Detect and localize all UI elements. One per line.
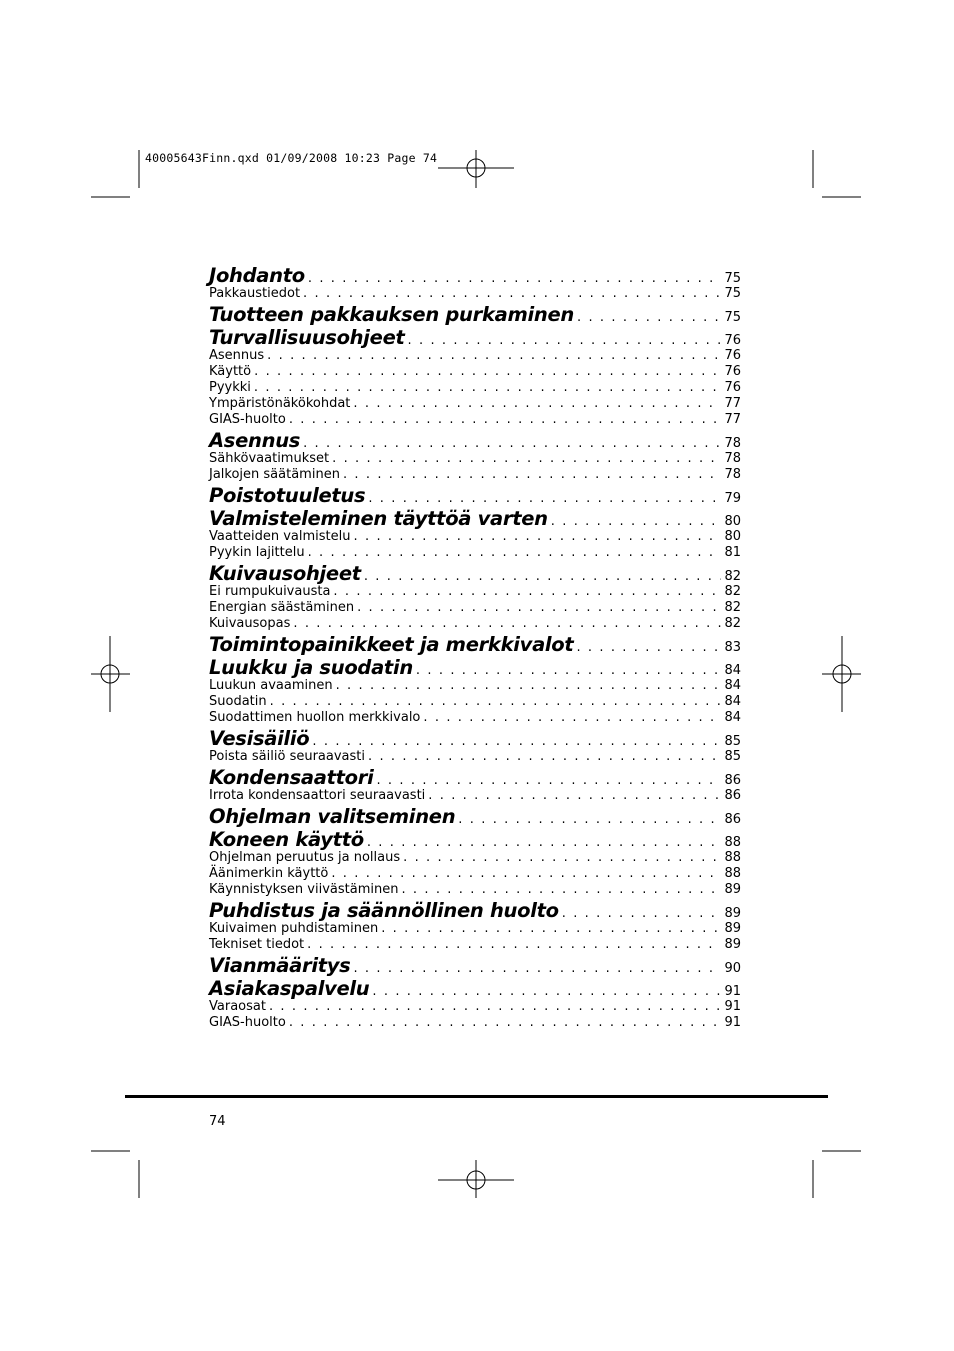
toc-entry-label: Käynnistyksen viivästäminen [209,882,399,897]
toc-entry-page: 84 [724,694,741,709]
toc-section [209,264,741,286]
toc-entry-page: 91 [724,984,741,999]
toc-subsection [209,348,741,364]
dot-leader [423,710,721,725]
toc-entry-page: 77 [724,412,741,427]
toc-section [209,303,741,325]
toc-entry-label: Poista säiliö seuraavasti [209,749,365,764]
dot-leader [353,396,721,411]
registration-mark-right [822,636,861,712]
toc-entry-label: Varaosat [209,999,266,1014]
toc-entry-label: Toimintopainikkeet ja merkkivalot [209,633,574,656]
toc-entry-page: 75 [724,310,741,325]
toc-subsection [209,286,741,302]
dot-leader [331,866,721,881]
toc-subsection [209,850,741,866]
toc-entry-page: 81 [724,545,741,560]
toc-entry-page: 79 [724,491,741,506]
toc-entry-page: 88 [724,850,741,865]
toc-entry-page: 82 [724,569,741,584]
toc-entry-label: Pakkaustiedot [209,286,301,301]
dot-leader [333,584,721,599]
toc-entry-label: Valmisteleminen täyttöä varten [209,507,548,530]
toc-entry-page: 83 [724,640,741,655]
toc-entry-page: 82 [724,616,741,631]
toc-section [209,899,741,921]
dot-leader [368,491,721,506]
dot-leader [357,600,721,615]
dot-leader [267,348,721,363]
toc-subsection [209,999,741,1015]
print-slug: 40005643Finn.qxd 01/09/2008 10:23 Page 74 [145,151,438,165]
toc-entry-page: 91 [724,1015,741,1030]
dot-leader [368,749,721,764]
toc-entry-label: Energian säästäminen [209,600,355,615]
toc-entry-page: 88 [724,866,741,881]
toc-entry-page: 75 [724,286,741,301]
footer-rule [125,1095,828,1098]
dot-leader [562,906,722,921]
dot-leader [303,436,721,451]
dot-leader [308,271,722,286]
toc-entry-page: 76 [724,333,741,348]
toc-section [209,633,741,655]
dot-leader [367,835,722,850]
toc-entry-page: 78 [724,467,741,482]
toc-entry-label: Pyykin lajittelu [209,545,305,560]
dot-leader [577,310,721,325]
dot-leader [428,788,721,803]
dot-leader [416,663,722,678]
dot-leader [270,694,722,709]
toc-subsection [209,584,741,600]
toc-section [209,429,741,451]
dot-leader [364,569,722,584]
toc-section [209,656,741,678]
toc-entry-label: Tuotteen pakkauksen purkaminen [209,303,574,326]
toc-section [209,766,741,788]
toc-entry-label: Sähkövaatimukset [209,451,330,466]
dot-leader [408,333,722,348]
toc-subsection [209,749,741,765]
toc-entry-page: 76 [724,364,741,379]
toc-entry-page: 76 [724,348,741,363]
toc-entry-page: 82 [724,584,741,599]
toc-section [209,828,741,850]
dot-leader [381,921,721,936]
toc-entry-page: 75 [724,271,741,286]
toc-entry-label: Asiakaspalvelu [209,977,370,1000]
toc-entry-page: 84 [724,663,741,678]
toc-section [209,954,741,976]
dot-leader [336,678,722,693]
toc-entry-label: Luukun avaaminen [209,678,333,693]
toc-entry-page: 82 [724,600,741,615]
toc-section [209,484,741,506]
toc-entry-label: GIAS-huolto [209,412,286,427]
dot-leader [343,467,722,482]
toc-subsection [209,616,741,632]
toc-section [209,562,741,584]
toc-entry-page: 89 [724,937,741,952]
toc-entry-label: GIAS-huolto [209,1015,286,1030]
toc-subsection [209,396,741,412]
toc-entry-label: Ympäristönäkökohdat [209,396,351,411]
toc-subsection [209,678,741,694]
toc-entry-label: Asennus [209,429,301,452]
toc-entry-label: Puhdistus ja säännöllinen huolto [209,899,559,922]
toc-entry-page: 77 [724,396,741,411]
toc-entry-page: 84 [724,678,741,693]
toc-entry-label: Johdanto [209,264,305,287]
toc-entry-page: 84 [724,710,741,725]
toc-entry-label: Kondensaattori [209,766,374,789]
dot-leader [269,999,722,1014]
toc-subsection [209,380,741,396]
toc-subsection [209,882,741,898]
toc-subsection [209,788,741,804]
toc-entry-label: Kuivaimen puhdistaminen [209,921,379,936]
dot-leader [303,286,721,301]
dot-leader [312,734,721,749]
toc-entry-label: Vesisäiliö [209,727,310,750]
toc-section [209,977,741,999]
toc-entry-page: 91 [724,999,741,1014]
toc-subsection [209,937,741,953]
toc-entry-page: 78 [724,436,741,451]
toc-section [209,727,741,749]
dot-leader [551,514,722,529]
dot-leader [293,616,721,631]
toc-entry-page: 80 [724,514,741,529]
registration-mark-top [438,150,514,188]
dot-leader [332,451,721,466]
toc-section [209,805,741,827]
toc-subsection [209,1015,741,1031]
toc-entry-label: Suodatin [209,694,267,709]
toc-entry-label: Tekniset tiedot [209,937,305,952]
toc-subsection [209,529,741,545]
toc-subsection [209,467,741,483]
toc-entry-page: 89 [724,882,741,897]
toc-entry-label: Koneen käyttö [209,828,364,851]
dot-leader [353,961,721,976]
toc-entry-page: 86 [724,788,741,803]
dot-leader [576,640,721,655]
dot-leader [307,937,721,952]
toc-subsection [209,364,741,380]
table-of-contents [209,263,741,1031]
dot-leader [376,773,721,788]
registration-mark-left [91,636,130,712]
toc-section [209,507,741,529]
toc-entry-page: 85 [724,749,741,764]
toc-subsection [209,545,741,561]
toc-entry-label: Ohjelman peruutus ja nollaus [209,850,401,865]
toc-entry-label: Suodattimen huollon merkkivalo [209,710,421,725]
toc-entry-label: Pyykki [209,380,251,395]
toc-entry-label: Luukku ja suodatin [209,656,413,679]
toc-entry-label: Turvallisuusohjeet [209,326,405,349]
toc-entry-page: 86 [724,773,741,788]
dot-leader [372,984,721,999]
toc-entry-page: 76 [724,380,741,395]
toc-subsection [209,412,741,428]
toc-subsection [209,694,741,710]
toc-section [209,326,741,348]
toc-entry-page: 86 [724,812,741,827]
dot-leader [254,364,721,379]
toc-entry-page: 90 [724,961,741,976]
toc-entry-label: Käyttö [209,364,252,379]
dot-leader [289,1015,722,1030]
toc-subsection [209,866,741,882]
toc-entry-page: 88 [724,835,741,850]
toc-subsection [209,921,741,937]
toc-entry-label: Vianmääritys [209,954,351,977]
toc-entry-page: 78 [724,451,741,466]
registration-mark-bottom [438,1160,514,1198]
dot-leader [458,812,721,827]
dot-leader [289,412,722,427]
toc-subsection [209,451,741,467]
toc-entry-label: Vaatteiden valmistelu [209,529,351,544]
toc-entry-label: Kuivausopas [209,616,291,631]
toc-entry-page: 89 [724,906,741,921]
toc-entry-label: Ohjelman valitseminen [209,805,456,828]
toc-subsection [209,710,741,726]
dot-leader [308,545,722,560]
page-number: 74 [209,1114,226,1129]
dot-leader [403,850,721,865]
toc-entry-label: Irrota kondensaattori seuraavasti [209,788,426,803]
dot-leader [354,529,722,544]
toc-entry-page: 85 [724,734,741,749]
toc-entry-label: Jalkojen säätäminen [209,467,340,482]
toc-entry-page: 80 [724,529,741,544]
toc-entry-label: Kuivausohjeet [209,562,361,585]
toc-entry-page: 89 [724,921,741,936]
toc-subsection [209,600,741,616]
toc-entry-label: Asennus [209,348,265,363]
toc-entry-label: Äänimerkin käyttö [209,866,329,881]
toc-entry-label: Ei rumpukuivausta [209,584,331,599]
dot-leader [401,882,721,897]
dot-leader [254,380,722,395]
toc-entry-label: Poistotuuletus [209,484,366,507]
